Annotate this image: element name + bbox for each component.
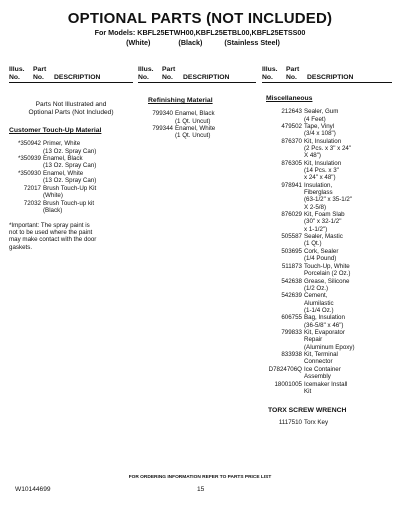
part-label: Part bbox=[33, 66, 47, 73]
description-line: Kit, Insulation bbox=[304, 137, 342, 145]
description-line: Touch-Up, White bbox=[304, 262, 350, 270]
description-line: (Black) bbox=[43, 206, 63, 214]
note-line: Optional Parts (Not Included) bbox=[28, 109, 114, 117]
part-number: 606755 bbox=[281, 314, 302, 322]
colors-line bbox=[0, 38, 400, 47]
description-line: Kit, Insulation bbox=[304, 159, 342, 167]
part-number: 876305 bbox=[281, 159, 302, 167]
part-row bbox=[9, 170, 133, 184]
description-line: (Aluminum Epoxy) bbox=[304, 343, 355, 351]
important-line: *Important: The spray paint is bbox=[9, 221, 90, 229]
part-label: Part bbox=[162, 66, 176, 73]
part-number: 1117510 bbox=[278, 419, 302, 427]
part-number: 479502 bbox=[281, 123, 302, 131]
description-line: (63-1/2" x 35-1/2" bbox=[304, 196, 353, 204]
description-line: X 2-5/8) bbox=[304, 203, 327, 211]
part-no-label: No. bbox=[162, 73, 173, 81]
illus-no-label: No. bbox=[262, 73, 273, 81]
part-number: 503695 bbox=[281, 247, 302, 255]
description-line: Icemaker Install bbox=[304, 380, 348, 388]
description-line: x 24" x 48") bbox=[304, 174, 336, 182]
part-row bbox=[9, 140, 133, 154]
description-line: Porcelain (2 Oz.) bbox=[304, 269, 351, 277]
part-row bbox=[262, 138, 392, 160]
refinishing-list bbox=[138, 110, 256, 139]
description-line: Repair bbox=[304, 336, 323, 344]
part-description bbox=[304, 263, 392, 277]
part-label: Part bbox=[286, 66, 300, 73]
description-line: Brush Touch-up kit bbox=[43, 199, 95, 207]
part-description bbox=[304, 419, 392, 426]
part-row bbox=[262, 292, 392, 314]
description-line: (1 Qt. Uncut) bbox=[175, 132, 211, 140]
description-line: Torx Key bbox=[304, 419, 329, 427]
illus-label: Illus. bbox=[138, 66, 154, 73]
part-description bbox=[304, 123, 392, 137]
description-line: (3/4 x 108") bbox=[304, 130, 336, 138]
description-line: (4 Feet) bbox=[304, 115, 326, 123]
color-white: (White) bbox=[126, 38, 151, 47]
part-row bbox=[262, 314, 392, 328]
description-line: Kit, Foam Slab bbox=[304, 211, 345, 219]
part-number: 799344 bbox=[152, 125, 173, 133]
description-line: Cork, Sealer bbox=[304, 247, 339, 255]
part-no-label: No. bbox=[286, 73, 297, 81]
description-line: Brush Touch-Up Kit bbox=[43, 184, 97, 192]
part-row bbox=[262, 351, 392, 365]
description-line: (1-1/4 Oz.) bbox=[304, 306, 334, 314]
part-row bbox=[262, 248, 392, 262]
color-black: (Black) bbox=[178, 38, 203, 47]
description-line: Cement, bbox=[304, 292, 328, 300]
important-line: gaskets. bbox=[9, 243, 33, 251]
part-row bbox=[262, 211, 392, 233]
part-number: 72032 bbox=[23, 199, 41, 207]
ordering-notice: FOR ORDERING INFORMATION REFER TO PARTS PRICE LIST bbox=[128, 475, 272, 480]
column-header bbox=[9, 66, 133, 83]
description-line: x 1-1/2") bbox=[304, 225, 328, 233]
description-line: Kit, Evaporator bbox=[304, 329, 345, 337]
column-header bbox=[138, 66, 256, 83]
part-description bbox=[304, 278, 392, 292]
part-description bbox=[43, 155, 133, 169]
part-description bbox=[304, 292, 392, 314]
part-row bbox=[138, 110, 256, 124]
models-line: For Models: KBFL25ETWH00,KBFL25ETBL00,KBFL25ETSS00 bbox=[94, 28, 306, 37]
part-row bbox=[9, 155, 133, 169]
part-row bbox=[262, 381, 392, 395]
description-line: Enamel, White bbox=[175, 125, 216, 133]
section-refinishing: Refinishing Material bbox=[148, 97, 213, 105]
part-description bbox=[43, 185, 133, 199]
description-line: Tape, Vinyl bbox=[304, 123, 335, 131]
part-row bbox=[262, 278, 392, 292]
description-line: (36-5/8" x 46") bbox=[304, 321, 344, 329]
not-illustrated-note bbox=[9, 101, 133, 117]
part-description bbox=[304, 351, 392, 365]
part-description bbox=[43, 170, 133, 184]
part-row bbox=[138, 125, 256, 139]
part-number: 799833 bbox=[281, 329, 302, 337]
description-line: (13 Oz. Spray Can) bbox=[43, 177, 97, 185]
illus-no-label: No. bbox=[9, 73, 20, 81]
description-label: DESCRIPTION bbox=[183, 73, 230, 81]
part-number: *350942 bbox=[17, 140, 41, 148]
part-row bbox=[262, 419, 392, 426]
part-description bbox=[304, 314, 392, 328]
right-column bbox=[262, 66, 392, 427]
part-number: 212643 bbox=[281, 108, 302, 116]
part-description bbox=[43, 140, 133, 154]
color-stainless: (Stainless Steel) bbox=[224, 38, 280, 47]
part-number: 978941 bbox=[281, 181, 302, 189]
part-number: 876370 bbox=[281, 137, 302, 145]
section-torx: TORX SCREW WRENCH bbox=[268, 407, 347, 415]
description-line: Connector bbox=[304, 358, 333, 366]
part-number: 876029 bbox=[281, 211, 302, 219]
part-number: 542638 bbox=[281, 277, 302, 285]
part-description bbox=[304, 366, 392, 380]
part-number: 511873 bbox=[281, 262, 302, 270]
section-miscellaneous: Miscellaneous bbox=[266, 95, 313, 103]
important-note bbox=[9, 222, 133, 251]
part-row bbox=[9, 200, 133, 214]
description-line: Insulation, bbox=[304, 181, 333, 189]
description-line: Primer, White bbox=[43, 140, 81, 148]
description-line: Enamel, Black bbox=[175, 110, 215, 118]
document-code: W10144699 bbox=[15, 486, 51, 493]
part-description bbox=[304, 160, 392, 182]
part-description bbox=[175, 110, 256, 124]
description-line: (14 Pcs. x 3" bbox=[304, 167, 339, 175]
touch-up-list bbox=[9, 140, 133, 214]
section-touch-up: Customer Touch-Up Material bbox=[9, 127, 102, 135]
part-description bbox=[304, 108, 392, 122]
description-line: Sealer, Gum bbox=[304, 108, 339, 116]
illus-no-label: No. bbox=[138, 73, 149, 81]
part-row bbox=[262, 329, 392, 351]
part-number: 833938 bbox=[281, 351, 302, 359]
description-line: (White) bbox=[43, 191, 63, 199]
left-column bbox=[9, 66, 133, 251]
important-line: not to be used where the paint bbox=[9, 229, 93, 237]
description-label: DESCRIPTION bbox=[307, 73, 354, 81]
part-row bbox=[262, 233, 392, 247]
description-line: (1 Qt.) bbox=[304, 240, 322, 248]
part-description bbox=[304, 138, 392, 160]
part-row bbox=[262, 366, 392, 380]
part-number: 799340 bbox=[152, 110, 173, 118]
description-line: Enamel, White bbox=[43, 169, 84, 177]
part-description bbox=[304, 329, 392, 351]
illus-label: Illus. bbox=[9, 66, 25, 73]
description-line: Ice Container bbox=[304, 365, 341, 373]
part-number: 18001005 bbox=[274, 380, 302, 388]
torx-list bbox=[262, 419, 392, 426]
part-row bbox=[262, 108, 392, 122]
page-number: 15 bbox=[197, 486, 205, 493]
description-line: Kit, Terminal bbox=[304, 351, 338, 359]
part-description bbox=[304, 248, 392, 262]
description-line: (1/4 Pound) bbox=[304, 255, 337, 263]
column-header bbox=[262, 66, 392, 83]
page-title: OPTIONAL PARTS (NOT INCLUDED) bbox=[67, 10, 333, 27]
description-line: Bag, Insulation bbox=[304, 314, 345, 322]
part-number: 72017 bbox=[23, 184, 41, 192]
part-no-label: No. bbox=[33, 73, 44, 81]
part-description bbox=[304, 233, 392, 247]
part-row bbox=[262, 182, 392, 211]
description-line: (13 Oz. Spray Can) bbox=[43, 147, 97, 155]
part-row bbox=[262, 263, 392, 277]
description-line: (13 Oz. Spray Can) bbox=[43, 162, 97, 170]
description-line: Alumilastic bbox=[304, 299, 334, 307]
miscellaneous-list bbox=[262, 108, 392, 395]
important-line: may make contact with the door bbox=[9, 236, 97, 244]
part-number: 505587 bbox=[281, 233, 302, 241]
description-line: (2 Pcs. x 3" x 24" bbox=[304, 145, 352, 153]
part-number: *350930 bbox=[17, 169, 41, 177]
illus-label: Illus. bbox=[262, 66, 278, 73]
part-number: *350939 bbox=[17, 155, 41, 163]
part-number: D7824706Q bbox=[268, 365, 302, 373]
description-line: Fiberglass bbox=[304, 189, 333, 197]
description-line: (1 Qt. Uncut) bbox=[175, 117, 211, 125]
part-description bbox=[304, 211, 392, 233]
description-line: Enamel, Black bbox=[43, 155, 83, 163]
part-row bbox=[262, 123, 392, 137]
description-line: X 48") bbox=[304, 152, 321, 160]
description-line: Kit bbox=[304, 387, 312, 395]
part-row bbox=[9, 185, 133, 199]
part-row bbox=[262, 160, 392, 182]
description-line: Sealer, Mastic bbox=[304, 233, 343, 241]
description-line: Grease, Silicone bbox=[304, 277, 350, 285]
part-description bbox=[304, 182, 392, 211]
description-line: Assembly bbox=[304, 373, 331, 381]
description-label: DESCRIPTION bbox=[54, 73, 101, 81]
note-line: Parts Not Illustrated and bbox=[35, 101, 107, 109]
part-description bbox=[43, 200, 133, 214]
middle-column bbox=[138, 66, 256, 140]
part-description bbox=[304, 381, 392, 395]
part-number: 542639 bbox=[281, 292, 302, 300]
description-line: (30" x 32-1/2" bbox=[304, 218, 342, 226]
description-line: (1/2 Oz.) bbox=[304, 284, 329, 292]
part-description bbox=[175, 125, 256, 139]
